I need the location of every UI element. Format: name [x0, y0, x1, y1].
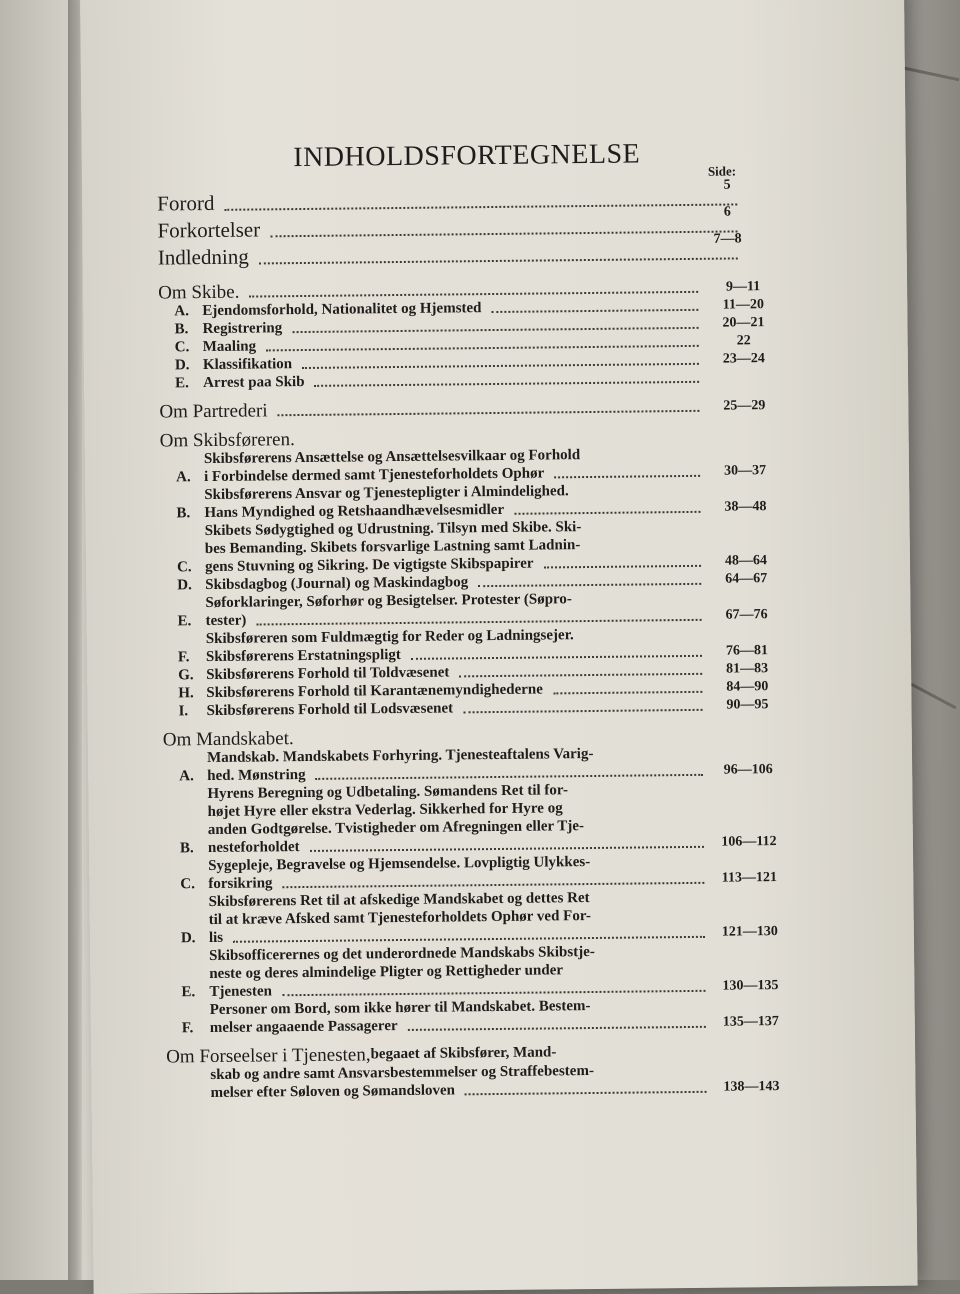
entry-line: Registrering [202, 319, 282, 338]
entry-line: skab og andre samt Ansvarsbestemmelser og Straffebestem- [210, 1063, 594, 1083]
toc-subentry [161, 516, 782, 576]
section-title: Om Forseelser i Tjenesten, [166, 1045, 371, 1066]
entry-line: bes Bemanding. Skibets forsvarlige Lastning samt Ladnin- [205, 537, 581, 557]
page-number: 38—48 [710, 498, 780, 517]
entry-line: Skibsførerens Erstatningspligt [206, 646, 401, 666]
entry-line: nesteforholdet [208, 838, 300, 857]
page-number: 67—76 [711, 606, 781, 625]
dot-leader [463, 708, 702, 714]
entry-line: Maaling [203, 337, 257, 356]
page-number: 30—37 [710, 462, 780, 481]
page-number: 22 [709, 332, 779, 351]
entry-line: forsikring [208, 874, 272, 893]
entry-text [207, 780, 714, 857]
toc-subentry [165, 941, 786, 1001]
entry-line: Personer om Bord, som ikke hører til Mandskabet. Bestem- [210, 998, 591, 1018]
page-number: 138—143 [716, 1078, 786, 1097]
dot-leader [465, 1090, 707, 1096]
entry-text [209, 942, 716, 1001]
toc-section [166, 1041, 787, 1102]
entry-line: Søforklaringer, Søforhør og Besigtelser. Protester (Søpro- [205, 591, 572, 611]
dot-leader [224, 202, 737, 210]
entry-line: Skibsofficerernes og det underordnede Mandskabs Skibstje- [209, 944, 595, 964]
entry-line: Tjenesten [209, 982, 272, 1001]
dot-leader [256, 618, 701, 626]
entry-letter: F. [166, 1019, 210, 1037]
page-number: 64—67 [711, 570, 781, 589]
dot-leader [553, 690, 702, 695]
toc-section [159, 396, 779, 421]
toc-section [158, 277, 779, 392]
entry-line: Arrest paa Skib [203, 373, 305, 392]
toc-subentry [166, 995, 786, 1037]
toc-subentry [164, 887, 785, 947]
entry-line: melser angaaende Passagerer [210, 1017, 398, 1037]
dot-leader [266, 344, 699, 352]
entry-text [208, 852, 714, 893]
entry-line: Skibsførerens Forhold til Toldvæsenet [206, 663, 449, 684]
entry-letter: E. [165, 983, 209, 1001]
entry-letter: B. [164, 839, 208, 857]
dot-leader [315, 380, 700, 387]
entry-line: Hans Myndighed og Retshaandhævelsesmidler [204, 501, 504, 522]
page-number: 121—130 [715, 923, 785, 942]
dot-leader [478, 582, 701, 587]
front-matter-list [157, 183, 748, 270]
entry-line: Klassifikation [203, 355, 292, 374]
entry-line: Skibsdagbog (Journal) og Maskindagbog [205, 573, 468, 594]
entry-text [206, 625, 712, 666]
page-number: 76—81 [712, 642, 782, 661]
side-column-label: Side: [708, 163, 736, 179]
dot-leader [283, 881, 705, 888]
entry-line: Skibsføreren som Fuldmægtig for Reder og Ladningsejer. [206, 627, 574, 647]
dot-leader [408, 1025, 706, 1031]
section-title: Om Skibsføreren. [160, 430, 295, 450]
dot-leader [278, 409, 700, 416]
page-number: 23—24 [709, 350, 779, 369]
entry-line: hed. Mønstring [207, 766, 306, 785]
entry-letter: E. [159, 374, 203, 392]
dot-leader [259, 256, 738, 264]
entry-letter: C. [159, 338, 203, 356]
entry-letter: A. [158, 302, 202, 320]
table-of-contents [158, 277, 787, 1112]
dot-leader [270, 229, 737, 237]
entry-letter: C. [161, 558, 205, 576]
page-number: 48—64 [711, 552, 781, 571]
entry-letter: H. [162, 684, 206, 702]
page-number [709, 386, 779, 387]
entry-letter: D. [161, 576, 205, 594]
entry-line: Skibsførerens Forhold til Lodsvæsenet [206, 699, 453, 720]
entry-line: Ejendomsforhold, Nationalitet og Hjemsted [202, 299, 481, 320]
dot-leader [310, 845, 704, 852]
page-number: 96—106 [713, 761, 783, 780]
page-number: 11—20 [708, 296, 778, 315]
page-number: 135—137 [716, 1013, 786, 1032]
toc-section [163, 724, 786, 1037]
dot-leader [282, 989, 706, 996]
entry-line: tester) [205, 612, 246, 630]
entry-label: Indledning [158, 245, 249, 271]
page-number: 84—90 [712, 678, 782, 697]
entry-text [205, 517, 712, 576]
entry-letter: B. [160, 504, 204, 522]
entry-label: Forkortelser [157, 217, 260, 243]
dot-leader [411, 654, 702, 660]
toc-subentry [166, 1060, 786, 1102]
book-page [80, 0, 918, 1294]
entry-label: Forord [157, 191, 214, 217]
entry-line: Skibsførerens Ansættelse og Ansættelsesvilkaar og Forhold [204, 447, 580, 467]
page-number: 7—8 [693, 231, 763, 259]
dot-leader [492, 308, 699, 313]
dot-leader [514, 510, 700, 515]
dot-leader [459, 672, 702, 678]
entry-line: Sygepleje, Begravelse og Hjemsendelse. Lovpligtig Ulykkes- [208, 854, 590, 874]
page-number: 81—83 [712, 660, 782, 679]
section-title: Om Skibe. [158, 283, 239, 303]
entry-letter: C. [164, 875, 208, 893]
front-matter-pages [692, 177, 763, 259]
entry-letter: E. [162, 612, 206, 630]
entry-text [204, 445, 710, 486]
entry-letter: D. [165, 929, 209, 947]
dot-leader [249, 290, 698, 298]
page-number: 6 [692, 204, 762, 232]
page-number: 5 [692, 177, 762, 205]
page-number: 113—121 [714, 869, 784, 888]
toc-section [160, 425, 783, 720]
dot-leader [554, 474, 700, 479]
entry-line: højet Hyre eller ekstra Vederlag. Sikkerhed for Hyre og [208, 800, 563, 820]
entry-text [210, 996, 716, 1037]
entry-letter: G. [162, 666, 206, 684]
section-title: Om Partrederi [159, 401, 267, 421]
section-title: Om Mandskabet. [163, 729, 294, 749]
entry-line: melser efter Søloven og Sømandsloven [210, 1081, 455, 1102]
page-number: 25—29 [709, 396, 779, 416]
entry-line: Skibets Sødygtighed og Udrustning. Tilsyn med Skibe. Ski- [205, 519, 582, 539]
dot-leader [302, 362, 699, 369]
entry-text [210, 1061, 716, 1102]
entry-text [207, 744, 713, 785]
entry-letter: I. [162, 702, 206, 720]
section-title-continuation: begaaet af Skibsfører, Mand- [370, 1043, 556, 1064]
book-gutter [68, 0, 82, 1280]
entry-text [204, 481, 710, 522]
entry-line: gens Stuvning og Sikring. De vigtigste Skibspapirer [205, 555, 534, 576]
entry-line: lis [209, 929, 223, 947]
dot-leader [316, 773, 704, 780]
entry-line: i Forbindelse dermed samt Tjenesteforholdets Ophør [204, 464, 544, 486]
page-number: 106—112 [714, 833, 784, 852]
entry-line: Skibsførerens Ret til at afskedige Mandskabet og dettes Ret [208, 890, 589, 910]
section-heading [159, 396, 779, 421]
entry-text [208, 888, 715, 947]
entry-line: til at kræve Afsked samt Tjenesteforholdets Ophør ved For- [209, 908, 591, 928]
page-title: INDHOLDSFORTEGNELSE [282, 138, 652, 174]
entry-line-wrap [210, 1079, 716, 1102]
entry-letter: B. [158, 320, 202, 338]
page-number: 9—11 [708, 277, 778, 297]
toc-subentry [163, 779, 784, 857]
entry-letter: F. [162, 648, 206, 666]
page-number: 90—95 [712, 696, 782, 715]
entry-letter: A. [163, 767, 207, 785]
dot-leader [544, 564, 701, 569]
entry-line: neste og deres almindelige Pligter og Rettigheder under [209, 962, 563, 982]
entry-text [205, 589, 711, 630]
entry-line: Mandskab. Mandskabets Forhyring. Tjenesteaftalens Varig- [207, 746, 594, 766]
entry-letter: D. [159, 356, 203, 374]
entry-line: Skibsførerens Ansvar og Tjenestepligter i Almindelighed. [204, 483, 569, 503]
entry-letter: A. [160, 468, 204, 486]
page-number: 130—135 [715, 977, 785, 996]
entry-line: Skibsførerens Forhold til Karantænemyndighederne [206, 681, 543, 703]
entry-line: Hyrens Beregning og Udbetaling. Sømandens Ret til for- [207, 782, 568, 802]
page-number: 20—21 [708, 314, 778, 333]
entry-line: anden Godtgørelse. Tvistigheder om Afregningen eller Tje- [208, 818, 584, 838]
dot-leader [292, 326, 698, 333]
